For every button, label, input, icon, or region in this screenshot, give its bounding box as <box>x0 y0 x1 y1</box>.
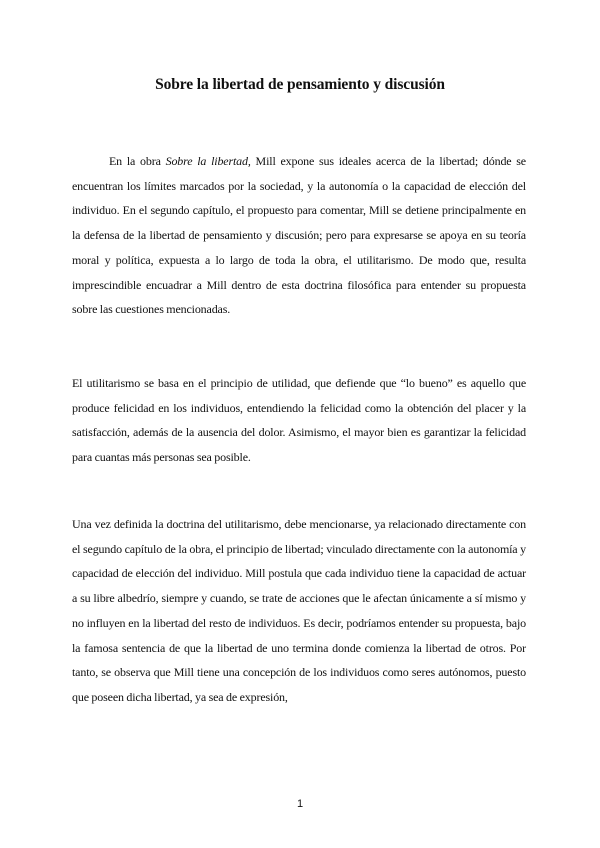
paragraph-2: El utilitarismo se basa en el principio de utilidad, que defiende que “lo bueno” es aquello que produce felicidad en los individuos, entendiendo la felicidad como la obtención del placer y la satisfacción, además de la ausencia del dolor. Asimismo, el mayor bien es garantizar la felicidad para cuantas más personas sea posible. <box>72 376 526 465</box>
book-title: Sobre la libertad, <box>165 154 251 168</box>
paragraph-1-intro: En la obra <box>109 154 166 168</box>
page-number: 1 <box>296 798 304 810</box>
paragraph-3: Una vez definida la doctrina del utilitarismo, debe mencionarse, ya relacionado directamente con el segundo capítulo de la obra, el principio de libertad; vinculado directamente con la autonomía y capacidad de elección del individuo. Mill postula que cada individuo tiene la capacidad de actuar a su libre albedrío, siempre y cuando, se trate de acciones que le afectan únicamente a sí mismo y no influyen en la libertad del resto de individuos. Es decir, podríamos entender su propuesta, bajo la famosa sentencia de que la libertad de uno termina donde comienza la libertad de otros. Por tanto, se observa que Mill tiene una concepción de los individuos como seres autónomos, puesto que poseen dicha libertad, ya sea de expresión, <box>72 517 526 704</box>
paragraph-1 <box>72 149 526 322</box>
paragraph-1-body: Mill expone sus ideales acerca de la libertad; dónde se encuentran los límites marcados por la sociedad, y la autonomía o la capacidad de elección del individuo. En el segundo capítulo, el propuesto para comentar, Mill se detiene principalmente en la defensa de la libertad de pensamiento y discusión; pero para expresarse se apoya en su teoría moral y política, expuesta a lo largo de toda la obra, el utilitarismo. De modo que, resulta imprescindible encuadrar a Mill dentro de esta doctrina filosófica para entender su propuesta sobre las cuestiones mencionadas. <box>72 154 526 317</box>
document-title: Sobre la libertad de pensamiento y discusión <box>155 76 445 93</box>
